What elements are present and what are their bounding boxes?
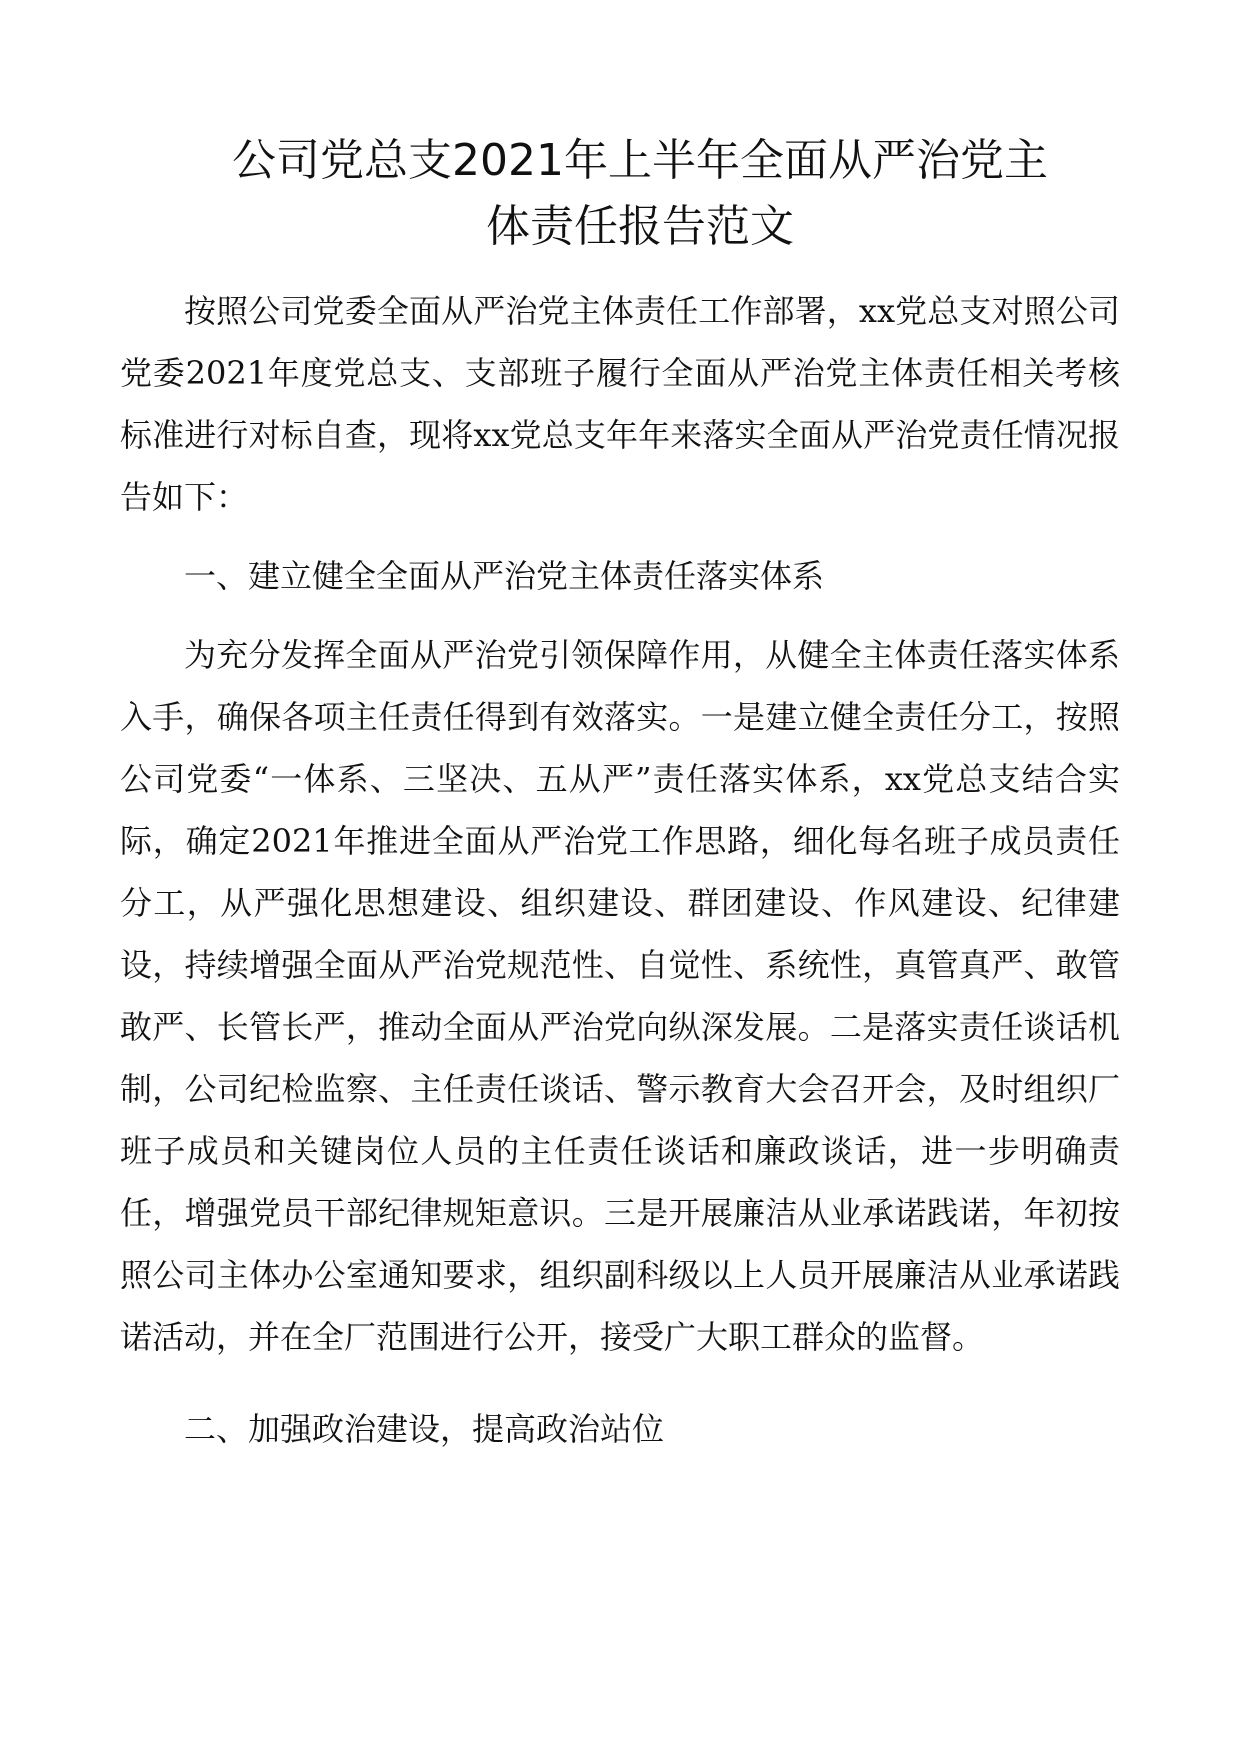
- document-body: [120, 280, 1120, 1477]
- document-title: [160, 128, 1120, 260]
- section-1-heading: 一、建立健全全面从严治党主体责任落实体系: [184, 557, 825, 595]
- section-1-paragraph: 为充分发挥全面从严治党引领保障作用，从健全主体责任落实体系入手，确保各项主任责任得到有效落实。一是建立健全责任分工，按照公司党委“一体系、三坚决、五从严”责任落实体系，xx党总支结合实际，确定2021年推进全面从严治党工作思路，细化每名班子成员责任分工，从严强化思想建设、组织建设、群团建设、作风建设、纪律建设，持续增强全面从严治党规范性、自觉性、系统性，真管真严、敢管敢严、长管长严，推动全面从严治党向纵深发展。二是落实责任谈话机制，公司纪检监察、主任责任谈话、警示教育大会召开会，及时组织厂班子成员和关键岗位人员的主任责任谈话和廉政谈话，进一步明确责任，增强党员干部纪律规矩意识。三是开展廉洁从业承诺践诺，年初按照公司主体办公室通知要求，组织副科级以上人员开展廉洁从业承诺践诺活动，并在全厂范围进行公开，接受广大职工群众的监督。: [120, 636, 1120, 1356]
- section-2-heading: 二、加强政治建设，提高政治站位: [184, 1410, 665, 1448]
- title-line-2: 体责任报告范文: [486, 201, 794, 252]
- intro-paragraph: 按照公司党委全面从严治党主体责任工作部署，xx党总支对照公司党委2021年度党总支、支部班子履行全面从严治党主体责任相关考核标准进行对标自查，现将xx党总支年年来落实全面从严治党责任情况报告如下：: [120, 292, 1120, 516]
- title-line-1: 公司党总支2021年上半年全面从严治党主: [232, 135, 1048, 186]
